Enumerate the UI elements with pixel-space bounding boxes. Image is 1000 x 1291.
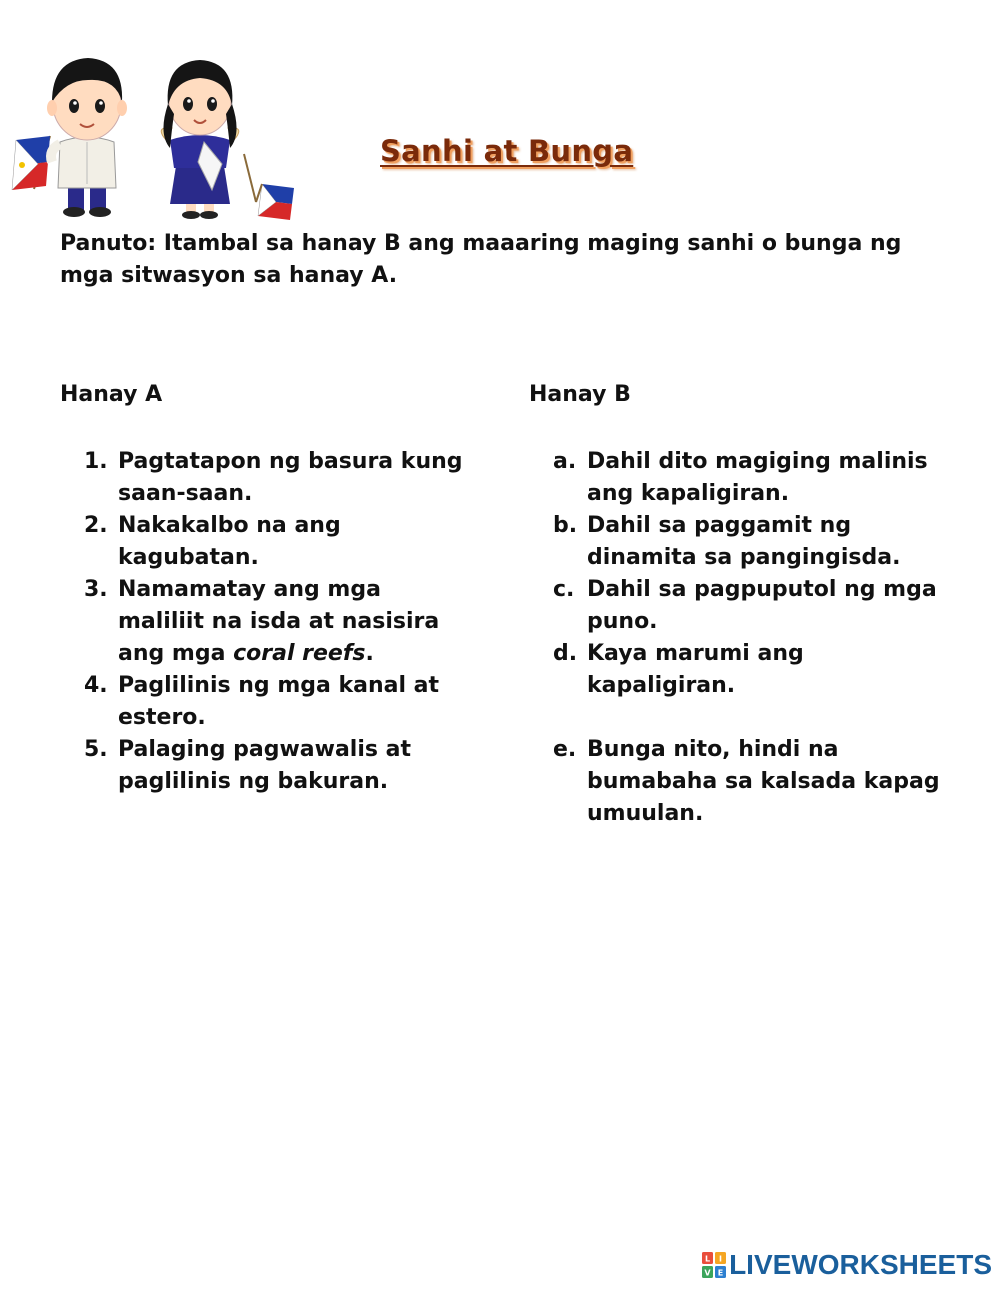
item-marker: 5. bbox=[84, 737, 108, 762]
item-marker: e. bbox=[553, 737, 577, 762]
svg-text:I: I bbox=[719, 1254, 723, 1264]
hanay-b-item bbox=[553, 574, 953, 638]
item-text: Nakakalbo na ang kagubatan. bbox=[118, 513, 341, 570]
item-marker: 4. bbox=[84, 673, 108, 698]
boy-figure bbox=[47, 58, 127, 217]
item-marker: 3. bbox=[84, 577, 108, 602]
item-text: Bunga nito, hindi na bumabaha sa kalsada kapag umuulan. bbox=[587, 737, 940, 826]
hanay-a-item bbox=[84, 574, 464, 670]
hanay-a-heading: Hanay A bbox=[60, 382, 163, 407]
instructions: Panuto: Itambal sa hanay B ang maaaring maging sanhi o bunga ng mga sitwasyon sa hanay A. bbox=[60, 231, 902, 288]
hanay-b-list bbox=[553, 446, 953, 830]
hanay-b-item bbox=[553, 734, 953, 830]
item-text: Dahil dito magiging malinis ang kapaligiran. bbox=[587, 449, 928, 506]
item-suffix: . bbox=[365, 641, 374, 666]
item-text: Dahil sa paggamit ng dinamita sa pangingisda. bbox=[587, 513, 901, 570]
item-text: Namamatay ang mga maliliit na isda at nasisira ang mga bbox=[118, 577, 440, 666]
philippine-flag-right-icon bbox=[244, 154, 294, 220]
item-marker: c. bbox=[553, 577, 575, 602]
item-marker: 2. bbox=[84, 513, 108, 538]
liveworksheets-brand[interactable] bbox=[702, 1249, 992, 1281]
filipino-children-illustration bbox=[8, 44, 308, 222]
item-text: Paglilinis ng mga kanal at estero. bbox=[118, 673, 440, 730]
hanay-a-item bbox=[84, 670, 464, 734]
item-marker: 1. bbox=[84, 449, 108, 474]
item-text: Kaya marumi ang kapaligiran. bbox=[587, 641, 804, 698]
liveworksheets-logo-icon bbox=[702, 1252, 726, 1278]
item-text: Palaging pagwawalis at paglilinis ng bakuran. bbox=[118, 737, 412, 794]
svg-text:E: E bbox=[717, 1268, 724, 1278]
brand-text: LIVEWORKSHEETS bbox=[729, 1249, 992, 1280]
girl-figure bbox=[161, 60, 239, 219]
worksheet-title: Sanhi at Bunga bbox=[380, 134, 634, 168]
item-text: Dahil sa pagpuputol ng mga puno. bbox=[587, 577, 937, 634]
hanay-a-item bbox=[84, 510, 464, 574]
svg-text:V: V bbox=[704, 1268, 711, 1278]
item-marker: d. bbox=[553, 641, 578, 666]
item-text: Pagtatapon ng basura kung saan-saan. bbox=[118, 449, 463, 506]
item-italic-text: coral reefs bbox=[233, 641, 366, 666]
item-marker: a. bbox=[553, 449, 577, 474]
hanay-a-item bbox=[84, 734, 464, 798]
hanay-a-item bbox=[84, 446, 464, 510]
hanay-b-item bbox=[553, 510, 953, 574]
philippine-flag-left-icon bbox=[12, 136, 50, 190]
hanay-b-heading: Hanay B bbox=[529, 382, 631, 407]
item-marker: b. bbox=[553, 513, 578, 538]
svg-text:L: L bbox=[705, 1254, 711, 1264]
hanay-a-list bbox=[84, 446, 464, 798]
hanay-b-item bbox=[553, 446, 953, 510]
hanay-b-item bbox=[553, 638, 953, 702]
